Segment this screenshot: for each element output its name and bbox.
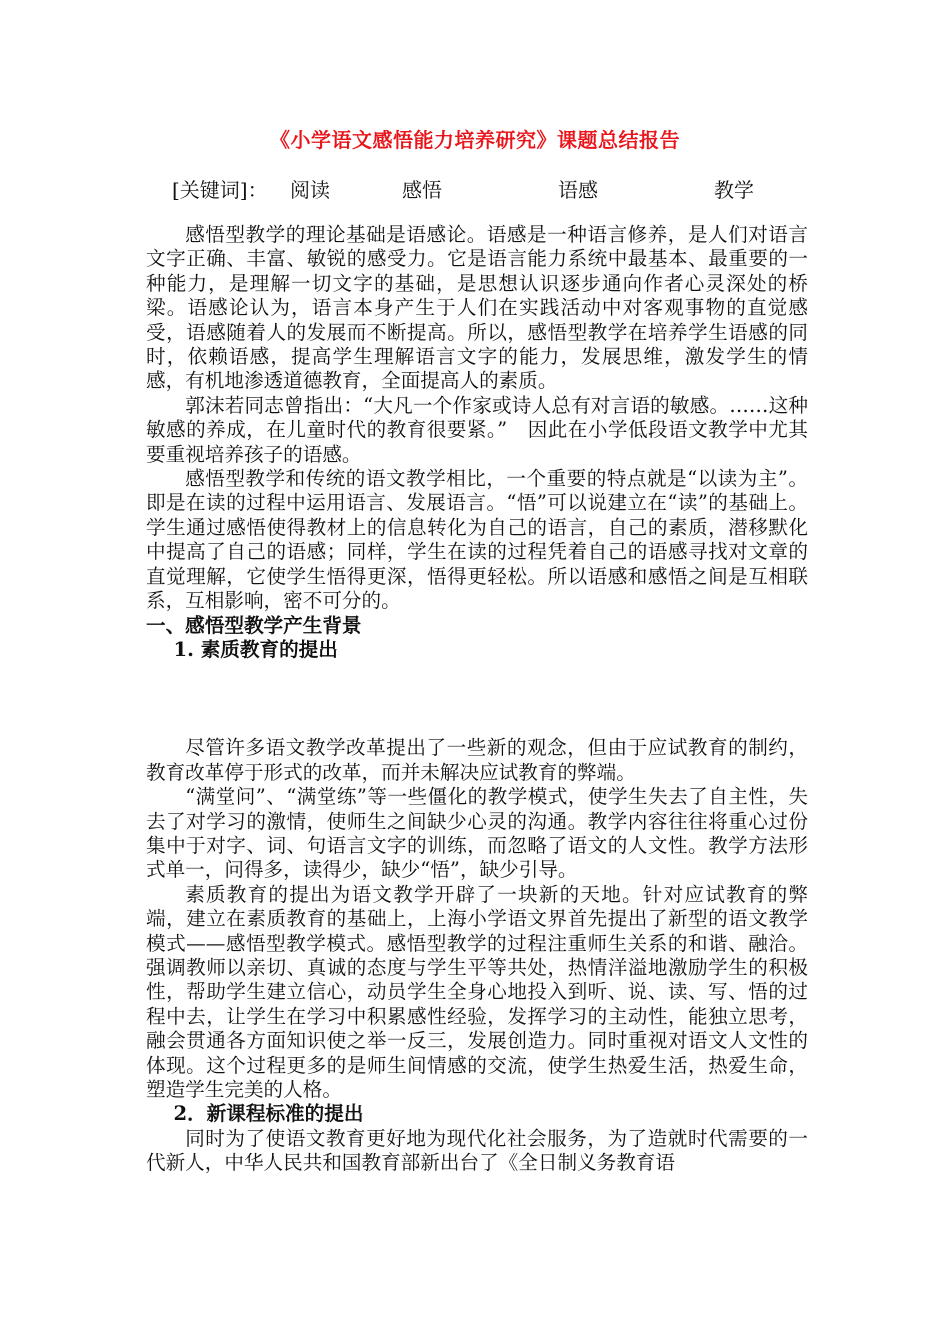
report-body [146,223,808,1176]
paragraph-new-standards: 同时为了使语文教育更好地为现代化社会服务，为了造就时代需要的一代新人，中华人民共和国教育部新出台了《全日制义务教育语 [146,1126,808,1175]
keyword-reading: 阅读 [290,178,330,202]
section-heading-background: 一、感悟型教学产生背景 [146,613,362,637]
paragraph-guo-moruo-quote: 郭沫若同志曾指出：“大凡一个作家或诗人总有对言语的敏感。……这种敏感的养成，在儿童时代的教育很要紧。” 因此在小学低段语文教学中尤其要重视培养孩子的语感。 [146,393,808,466]
subsection-heading-quality-education: 1. 素质教育的提出 [173,637,338,661]
paragraph-rigid-modes: “满堂问”、“满堂练”等一些僵化的教学模式，使学生失去了自主性，失去了对学习的激情，使师生之间缺少心灵的沟通。教学内容往往将重心过份集中于对字、词、句语言文字的训练，而忽略了语文的人文性。教学方法形式单一，问得多，读得少，缺少“悟”，缺少引导。 [146,785,808,882]
paragraph-reading-focus: 感悟型教学和传统的语文教学相比，一个重要的特点就是“以读为主”。即是在读的过程中运用语言、发展语言。“悟”可以说建立在“读”的基础上。学生通过感悟使得教材上的信息转化为自己的语言，自己的素质，潜移默化中提高了自己的语感；同样，学生在读的过程凭着自己的语感寻找对文章的直觉理解，它使学生悟得更深，悟得更轻松。所以语感和感悟之间是互相联系，互相影响，密不可分的。 [146,467,808,613]
paragraph-theory: 感悟型教学的理论基础是语感论。语感是一种语言修养，是人们对语言文字正确、丰富、敏锐的感受力。它是语言能力系统中最基本、最重要的一种能力，是理解一切文字的基础，是思想认识逐步通向作者心灵深处的桥梁。语感论认为，语言本身产生于人们在实践活动中对客观事物的直觉感受，语感随着人的发展而不断提高。所以，感悟型教学在培养学生语感的同时，依赖语感，提高学生理解语言文字的能力，发展思维，激发学生的情感，有机地渗透道德教育，全面提高人的素质。 [146,223,808,393]
keyword-teaching: 教学 [714,178,754,202]
keywords-label: [关键词]： [172,178,268,202]
keyword-language-sense: 语感 [558,178,598,202]
report-title: 《小学语文感悟能力培养研究》课题总结报告 [270,128,680,152]
keywords-line [172,174,812,202]
subsection-heading-new-standards: 2．新课程标准的提出 [173,1102,364,1126]
paragraph-exam-constraints: 尽管许多语文教学改革提出了一些新的观念，但由于应试教育的制约，教育改革停于形式的改革，而并未解决应试教育的弊端。 [146,736,808,784]
keyword-perception: 感悟 [402,178,442,202]
paragraph-quality-education: 素质教育的提出为语文教学开辟了一块新的天地。针对应试教育的弊端，建立在素质教育的基础上，上海小学语文界首先提出了新型的语文教学模式——感悟型教学模式。感悟型教学的过程注重师生关系的和谐、融洽。强调教师以亲切、真诚的态度与学生平等共处，热情洋溢地激励学生的积极性，帮助学生建立信心，动员学生全身心地投入到听、说、读、写、悟的过程中去，让学生在学习中积累感性经验，发挥学习的主动性，能独立思考，融会贯通各方面知识使之举一反三，发展创造力。同时重视对语文人文性的体现。这个过程更多的是师生间情感的交流，使学生热爱生活，热爱生命，塑造学生完美的人格。 [146,882,808,1101]
blank-space [146,662,808,736]
